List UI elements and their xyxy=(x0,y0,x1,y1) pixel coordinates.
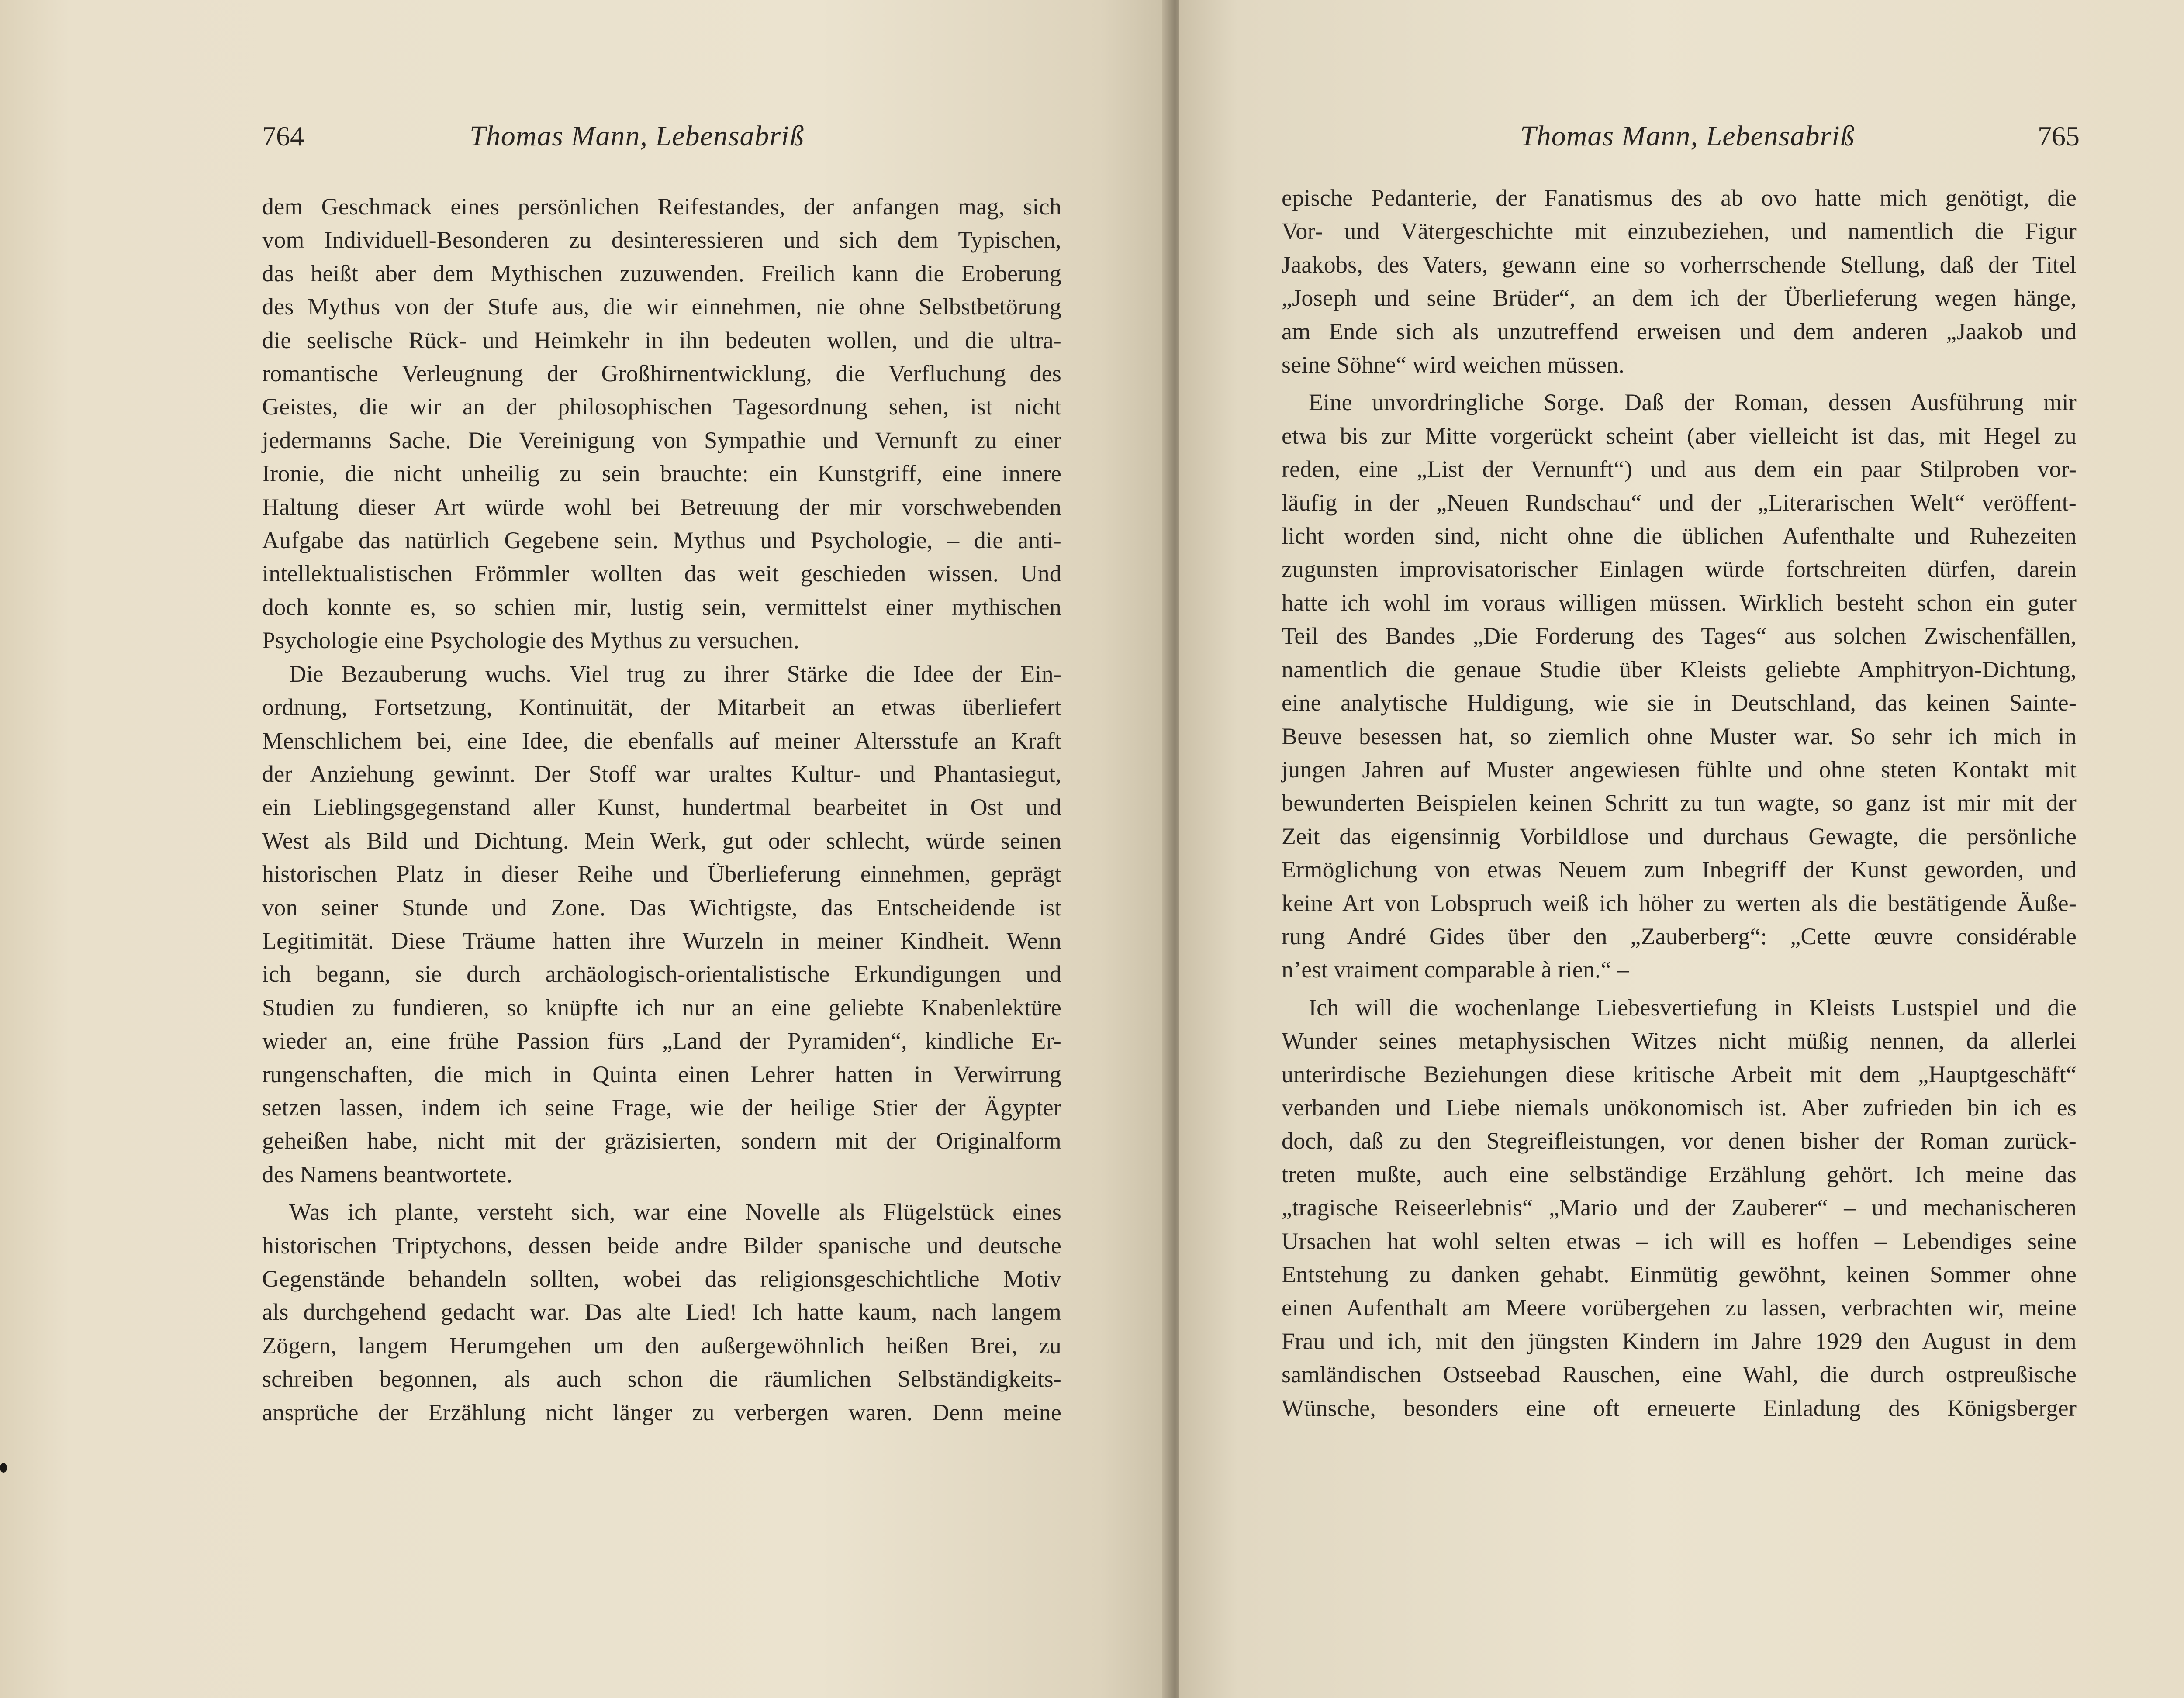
text-line: Beuve besessen hat, so ziemlich ohne Muster war. So sehr ich mich in xyxy=(1282,723,2077,749)
text-line: etwa bis zur Mitte vorgerückt scheint (aber vielleicht ist das, mit Hegel zu xyxy=(1282,422,2077,449)
text-line: bewunderten Beispielen keinen Schritt zu tun wagte, so ganz ist mir mit der xyxy=(1282,790,2077,816)
text-line: doch konnte es, so schien mir, lustig sein, vermittelst einer mythischen xyxy=(262,594,1061,620)
text-line: Studien zu fundieren, so knüpfte ich nur an eine geliebte Knabenlektüre xyxy=(262,994,1061,1021)
text-line: jungen Jahren auf Muster angewiesen fühlte und ohne steten Kontakt mit xyxy=(1282,756,2077,783)
text-line: licht worden sind, nicht ohne die üblichen Aufenthalte und Ruhezeiten xyxy=(1282,523,2077,549)
page-number: 764 xyxy=(262,121,304,152)
text-line: epische Pedanterie, der Fanatismus des ab ovo hatte mich genötigt, die xyxy=(1282,185,2077,211)
text-line: läufig in der „Neuen Rundschau“ und der „Literarischen Welt“ veröffent- xyxy=(1282,489,2077,516)
text-line: wieder an, eine frühe Passion fürs „Land der Pyramiden“, kindliche Er- xyxy=(262,1028,1061,1054)
text-line: hatte ich wohl im voraus willigen müssen. Wirklich besteht schon ein guter xyxy=(1282,589,2077,616)
text-line: Ironie, die nicht unheilig zu sein brauchte: ein Kunstgriff, eine innere xyxy=(262,460,1061,487)
text-line: jedermanns Sache. Die Vereinigung von Sympathie und Vernunft zu einer xyxy=(262,427,1061,453)
text-line: ordnung, Fortsetzung, Kontinuität, der Mitarbeit an etwas überliefert xyxy=(262,694,1061,721)
text-line: dem Geschmack eines persönlichen Reifestandes, der anfangen mag, sich xyxy=(262,193,1061,220)
text-line: das heißt aber dem Mythischen zuzuwenden. Freilich kann die Eroberung xyxy=(262,260,1061,286)
text-line: „Joseph und seine Brüder“, an dem ich der Überlieferung wegen hänge, xyxy=(1282,285,2077,311)
text-line: die seelische Rück- und Heimkehr in ihn bedeuten wollen, und die ultra- xyxy=(262,327,1061,353)
text-line: Frau und ich, mit den jüngsten Kindern im Jahre 1929 den August in dem xyxy=(1282,1328,2077,1354)
text-line: Geistes, die wir an der philosophischen Tagesordnung sehen, ist nicht xyxy=(262,393,1061,420)
text-line: geheißen habe, nicht mit der gräzisierten, sondern mit der Originalform xyxy=(262,1128,1061,1154)
text-line: einen Aufenthalt am Meere vorübergehen zu lassen, verbrachten wir, meine xyxy=(1282,1294,2077,1321)
text-line: Ursachen hat wohl selten etwas – ich will es hoffen – Lebendiges seine xyxy=(1282,1228,2077,1254)
text-line: namentlich die genaue Studie über Kleists geliebte Amphitryon-Dichtung, xyxy=(1282,656,2077,683)
text-line: Wünsche, besonders eine oft erneuerte Einladung des Königsberger xyxy=(1282,1394,2077,1421)
text-line: doch, daß zu den Stegreifleistungen, vor denen bisher der Roman zurück- xyxy=(1282,1128,2077,1154)
text-line: historischen Platz in dieser Reihe und Überlieferung einnehmen, geprägt xyxy=(262,861,1061,887)
left-page-body-text xyxy=(262,190,1061,1429)
text-line: Eine unvordringliche Sorge. Daß der Roman, dessen Ausführung mir xyxy=(1309,389,2077,416)
right-page-body-text xyxy=(1282,181,2077,1425)
text-line: verbanden und Liebe niemals unökonomisch ist. Aber zufrieden bin ich es xyxy=(1282,1094,2077,1121)
text-line: West als Bild und Dichtung. Mein Werk, gut oder schlecht, würde seinen xyxy=(262,827,1061,854)
text-line: des Namens beantwortete. xyxy=(262,1161,513,1187)
binding-mark xyxy=(0,1463,7,1473)
text-line: als durchgehend gedacht war. Das alte Lied! Ich hatte kaum, nach langem xyxy=(262,1299,1061,1325)
text-line: Zögern, langem Herumgehen um den außergewöhnlich heißen Brei, zu xyxy=(262,1332,1061,1359)
text-line: ansprüche der Erzählung nicht länger zu verbergen waren. Denn meine xyxy=(262,1399,1061,1425)
text-line: romantische Verleugnung der Großhirnentwicklung, die Verfluchung des xyxy=(262,360,1061,387)
text-line: Legitimität. Diese Träume hatten ihre Wurzeln in meiner Kindheit. Wenn xyxy=(262,927,1061,954)
text-line: rung André Gides über den „Zauberberg“: „Cette œuvre considérable xyxy=(1282,923,2077,949)
text-line: Vor- und Vätergeschichte mit einzubeziehen, und namentlich die Figur xyxy=(1282,218,2077,245)
text-line: zugunsten improvisatorischer Einlagen würde fortschreiten dürfen, darein xyxy=(1282,556,2077,583)
running-title: Thomas Mann, Lebensabriß xyxy=(1520,120,1855,152)
text-line: ich begann, sie durch archäologisch-orientalistische Erkundigungen und xyxy=(262,961,1061,987)
text-line: Gegenstände behandeln sollten, wobei das religionsgeschichtliche Motiv xyxy=(262,1266,1061,1292)
text-line: setzen lassen, indem ich seine Frage, wie der heilige Stier der Ägypter xyxy=(262,1094,1061,1121)
text-line: n’est vraiment comparable à rien.“ – xyxy=(1282,956,1629,983)
text-line: Ermöglichung von etwas Neuem zum Inbegriff der Kunst geworden, und xyxy=(1282,856,2077,883)
page-number: 765 xyxy=(2038,121,2080,152)
text-line: ein Lieblingsgegenstand aller Kunst, hundertmal bearbeitet in Ost und xyxy=(262,794,1061,821)
text-line: treten mußte, auch eine selbständige Erzählung gehört. Ich meine das xyxy=(1282,1161,2077,1187)
text-line: Aufgabe das natürlich Gegebene sein. Mythus und Psychologie, – die anti- xyxy=(262,527,1061,554)
text-line: vom Individuell-Besonderen zu desinteressieren und sich dem Typischen, xyxy=(262,227,1061,253)
text-line: rungenschaften, die mich in Quinta einen Lehrer hatten in Verwirrung xyxy=(262,1061,1061,1087)
text-line: Jaakobs, des Vaters, gewann eine so vorherrschende Stellung, daß der Titel xyxy=(1282,251,2077,278)
text-line: Zeit das eigensinnig Vorbildlose und durchaus Gewagte, die persönliche xyxy=(1282,823,2077,849)
text-line: unterirdische Beziehungen diese kritische Arbeit mit dem „Hauptgeschäft“ xyxy=(1282,1061,2077,1087)
text-line: eine analytische Huldigung, wie sie in Deutschland, das keinen Sainte- xyxy=(1282,690,2077,716)
text-line: samländischen Ostseebad Rauschen, eine Wahl, die durch ostpreußische xyxy=(1282,1361,2077,1388)
text-line: der Anziehung gewinnt. Der Stoff war uraltes Kultur- und Phantasiegut, xyxy=(262,760,1061,787)
text-line: seine Söhne“ wird weichen müssen. xyxy=(1282,352,1624,378)
text-line: Menschlichem bei, eine Idee, die ebenfalls auf meiner Altersstufe an Kraft xyxy=(262,727,1061,754)
right-page xyxy=(1179,0,2184,1698)
text-line: Haltung dieser Art würde wohl bei Betreuung der mir vorschwebenden xyxy=(262,494,1061,520)
text-line: Entstehung zu danken gehabt. Einmütig gewöhnt, keinen Sommer ohne xyxy=(1282,1261,2077,1287)
text-line: „tragische Reiseerlebnis“ „Mario und der Zauberer“ – und mechanischeren xyxy=(1282,1194,2077,1221)
text-line: am Ende sich als unzutreffend erweisen und dem anderen „Jaakob und xyxy=(1282,318,2077,345)
text-line: Ich will die wochenlange Liebesvertiefung in Kleists Lustspiel und die xyxy=(1309,994,2077,1021)
text-line: schreiben begonnen, als auch schon die räumlichen Selbständigkeits- xyxy=(262,1366,1061,1392)
text-line: keine Art von Lobspruch weiß ich höher zu werten als die bestätigende Äuße- xyxy=(1282,890,2077,916)
text-line: intellektualistischen Frömmler wollten das weit geschieden wissen. Und xyxy=(262,560,1061,587)
text-line: von seiner Stunde und Zone. Das Wichtigste, das Entscheidende ist xyxy=(262,894,1061,921)
text-line: Teil des Bandes „Die Forderung des Tages“ aus solchen Zwischenfällen, xyxy=(1282,623,2077,649)
text-line: Wunder seines metaphysischen Witzes nicht müßig nennen, da allerlei xyxy=(1282,1028,2077,1054)
text-line: des Mythus von der Stufe aus, die wir einnehmen, nie ohne Selbstbetörung xyxy=(262,293,1061,320)
running-title: Thomas Mann, Lebensabriß xyxy=(470,120,805,152)
text-line: Die Bezauberung wuchs. Viel trug zu ihrer Stärke die Idee der Ein- xyxy=(289,660,1061,687)
text-line: reden, eine „List der Vernunft“) und aus dem ein paar Stilproben vor- xyxy=(1282,456,2077,483)
text-line: historischen Triptychons, dessen beide andre Bilder spanische und deutsche xyxy=(262,1232,1061,1259)
text-line: Was ich plante, versteht sich, war eine Novelle als Flügelstück eines xyxy=(289,1199,1061,1225)
text-line: Psychologie eine Psychologie des Mythus zu versuchen. xyxy=(262,627,799,654)
